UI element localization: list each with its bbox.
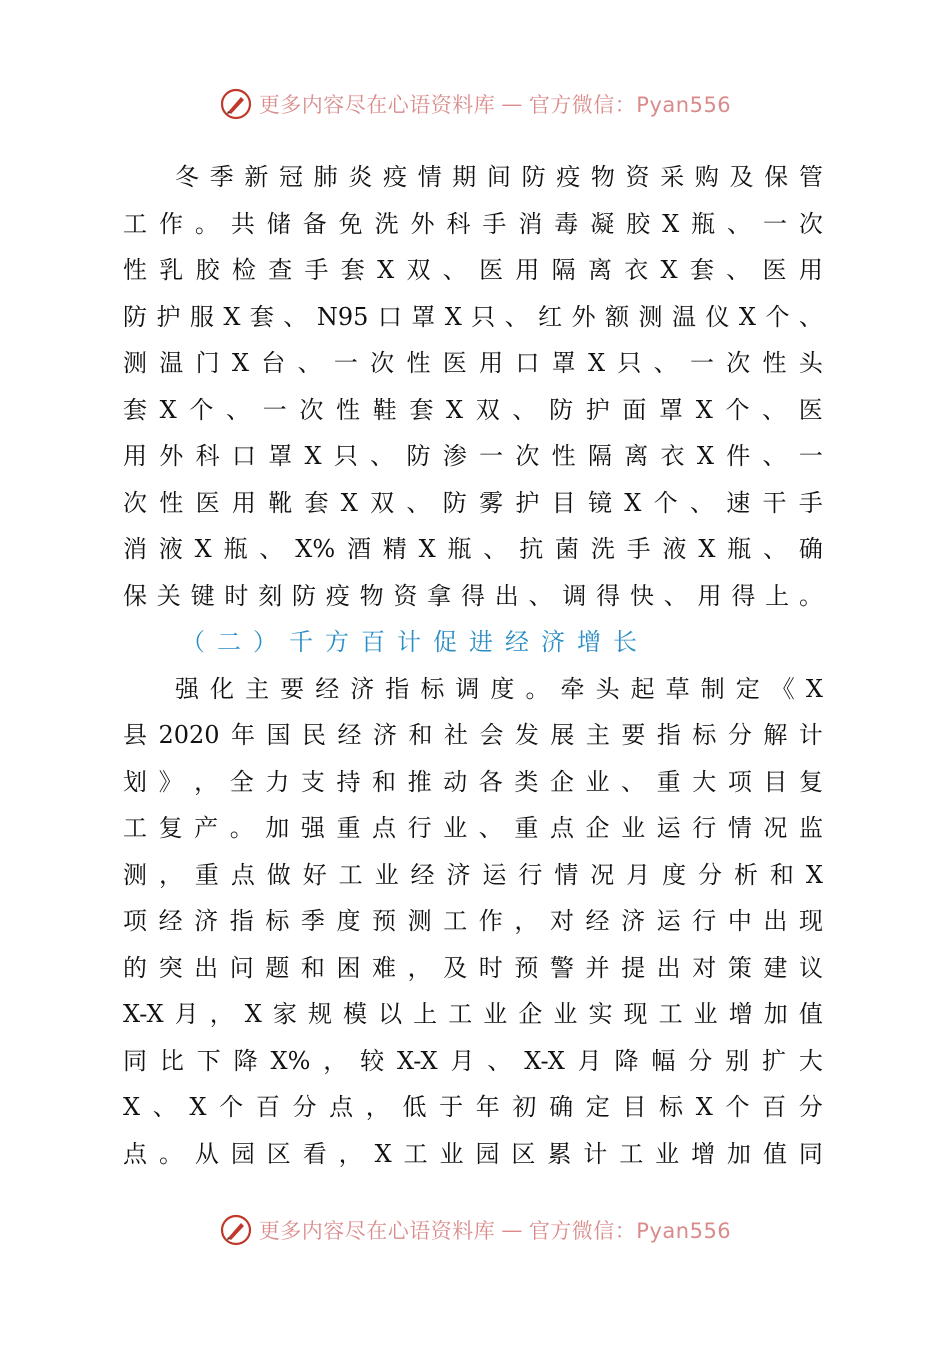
text-line: 强 化 主 要 经 济 指 标 调 度 。 牵 头 起 草 制 定 《 X bbox=[175, 674, 823, 703]
text-line: 工 作 。 共 储 备 免 洗 外 科 手 消 毒 凝 胶 X 瓶 、 一 次 bbox=[123, 209, 823, 238]
banner-dash: — bbox=[501, 92, 523, 116]
text-line: 防 护 服 X 套 、 N95 口 罩 X 只 、 红 外 额 测 温 仪 X 个 、 bbox=[123, 302, 823, 331]
banner-text: 更多内容尽在心语资料库 bbox=[258, 93, 496, 117]
text-line: 测 ， 重 点 做 好 工 业 经 济 运 行 情 况 月 度 分 析 和 X bbox=[123, 860, 823, 889]
text-line: 保 关 键 时 刻 防 疫 物 资 拿 得 出 、 调 得 快 、 用 得 上 。 bbox=[123, 581, 823, 610]
banner-wechat: 官方微信：Pyan556 bbox=[528, 1219, 732, 1243]
text-line: 项 经 济 指 标 季 度 预 测 工 作 ， 对 经 济 运 行 中 出 现 bbox=[123, 907, 823, 935]
text-line: 冬 季 新 冠 肺 炎 疫 情 期 间 防 疫 物 资 采 购 及 保 管 bbox=[175, 163, 823, 191]
text-line: 工 复 产 。 加 强 重 点 行 业 、 重 点 企 业 运 行 情 况 监 bbox=[123, 814, 823, 842]
text-line: 划 》 ， 全 力 支 持 和 推 动 各 类 企 业 、 重 大 项 目 复 bbox=[123, 767, 823, 796]
text-line: X-X 月 ， X 家 规 模 以 上 工 业 企 业 实 现 工 业 增 加 值 bbox=[123, 1000, 823, 1028]
banner-text: 更多内容尽在心语资料库 bbox=[258, 1219, 496, 1243]
text-line: 次 性 医 用 靴 套 X 双 、 防 雾 护 目 镜 X 个 、 速 干 手 bbox=[123, 488, 823, 517]
text-line: X 、 X 个 百 分 点 ， 低 于 年 初 确 定 目 标 X 个 百 分 bbox=[123, 1093, 823, 1121]
watermark-banner-bottom bbox=[0, 1210, 950, 1250]
banner-dash: — bbox=[501, 1218, 523, 1242]
document-body bbox=[123, 154, 823, 1177]
text-line: 县 2020 年 国 民 经 济 和 社 会 发 展 主 要 指 标 分 解 计 bbox=[123, 721, 823, 749]
text-line: 测 温 门 X 台 、 一 次 性 医 用 口 罩 X 只 、 一 次 性 头 bbox=[123, 349, 823, 377]
pen-logo-icon bbox=[219, 87, 253, 121]
section-heading: （二）千方百计促进经济增长 bbox=[181, 628, 649, 656]
text-line: 用 外 科 口 罩 X 只 、 防 渗 一 次 性 隔 离 衣 X 件 、 一 bbox=[123, 442, 823, 470]
text-line: 的 突 出 问 题 和 困 难 ， 及 时 预 警 并 提 出 对 策 建 议 bbox=[123, 953, 823, 982]
text-line: 点 。 从 园 区 看 ， X 工 业 园 区 累 计 工 业 增 加 值 同 bbox=[123, 1139, 823, 1168]
text-line: 套 X 个 、 一 次 性 鞋 套 X 双 、 防 护 面 罩 X 个 、 医 bbox=[123, 395, 823, 424]
text-line: 同 比 下 降 X% ， 较 X-X 月 、 X-X 月 降 幅 分 别 扩 大 bbox=[123, 1046, 823, 1075]
text-line: 消 液 X 瓶 、 X% 酒 精 X 瓶 、 抗 菌 洗 手 液 X 瓶 、 确 bbox=[123, 535, 823, 563]
pen-logo-icon bbox=[219, 1213, 253, 1247]
banner-wechat: 官方微信：Pyan556 bbox=[528, 93, 732, 117]
text-line: 性 乳 胶 检 查 手 套 X 双 、 医 用 隔 离 衣 X 套 、 医 用 bbox=[123, 256, 823, 284]
watermark-banner-top bbox=[0, 84, 950, 124]
